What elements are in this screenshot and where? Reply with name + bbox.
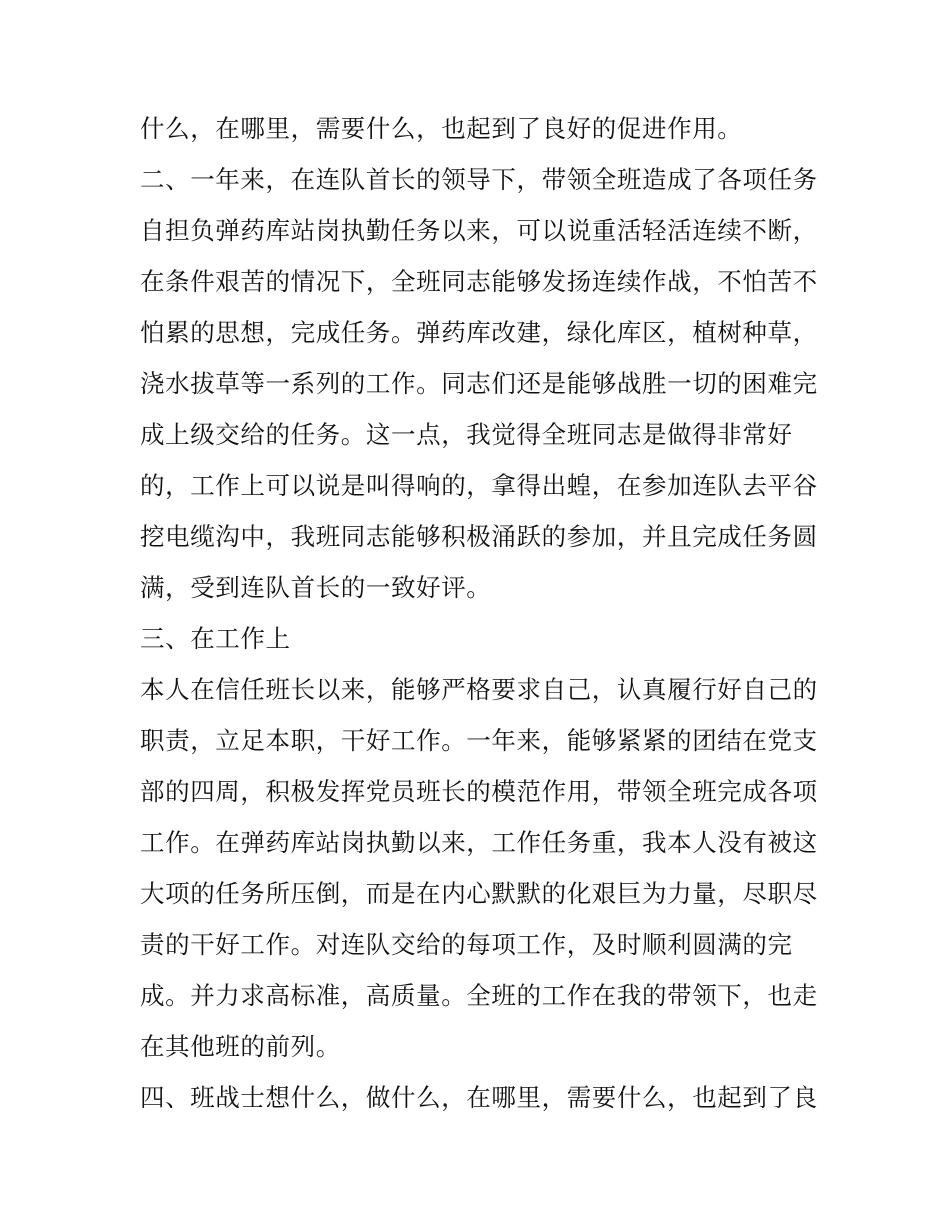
text-line: 本人在信任班长以来，能够严格要求自己，认真履行好自己的: [140, 675, 818, 704]
text-line: 什么，在哪里，需要什么，也起到了良好的促进作用。: [140, 114, 743, 143]
text-line: 四、班战士想什么，做什么，在哪里，需要什么，也起到了良: [140, 1083, 818, 1112]
text-line: 部的四周，积极发挥党员班长的模范作用，带领全班完成各项: [140, 777, 818, 806]
text-line: 二、一年来，在连队首长的领导下，带领全班造成了各项任务: [140, 165, 818, 194]
text-line: 成。并力求高标准，高质量。全班的工作在我的带领下，也走: [140, 981, 818, 1010]
text-line: 怕累的思想，完成任务。弹药库改建，绿化库区，植树种草，: [140, 318, 818, 347]
text-line: 大项的任务所压倒，而是在内心默默的化艰巨为力量，尽职尽: [140, 879, 818, 908]
text-line: 浇水拔草等一系列的工作。同志们还是能够战胜一切的困难完: [140, 369, 818, 398]
section-heading: 三、在工作上: [140, 624, 291, 653]
text-line: 责的干好工作。对连队交给的每项工作，及时顺利圆满的完: [140, 930, 793, 959]
text-line: 的，工作上可以说是叫得响的，拿得出蝗，在参加连队去平谷: [140, 471, 818, 500]
text-line: 在条件艰苦的情况下，全班同志能够发扬连续作战，不怕苦不: [140, 267, 818, 296]
text-line: 成上级交给的任务。这一点，我觉得全班同志是做得非常好: [140, 420, 793, 449]
text-line: 满，受到连队首长的一致好评。: [140, 573, 492, 602]
text-line: 在其他班的前列。: [140, 1032, 341, 1061]
text-line: 自担负弹药库站岗执勤任务以来，可以说重活轻活连续不断，: [140, 216, 818, 245]
text-line: 工作。在弹药库站岗执勤以来，工作任务重，我本人没有被这: [140, 828, 818, 857]
document-body: [140, 103, 820, 1123]
text-line: 职责，立足本职，干好工作。一年来，能够紧紧的团结在党支: [140, 726, 818, 755]
text-line: 挖电缆沟中，我班同志能够积极涌跃的参加，并且完成任务圆: [140, 522, 818, 551]
